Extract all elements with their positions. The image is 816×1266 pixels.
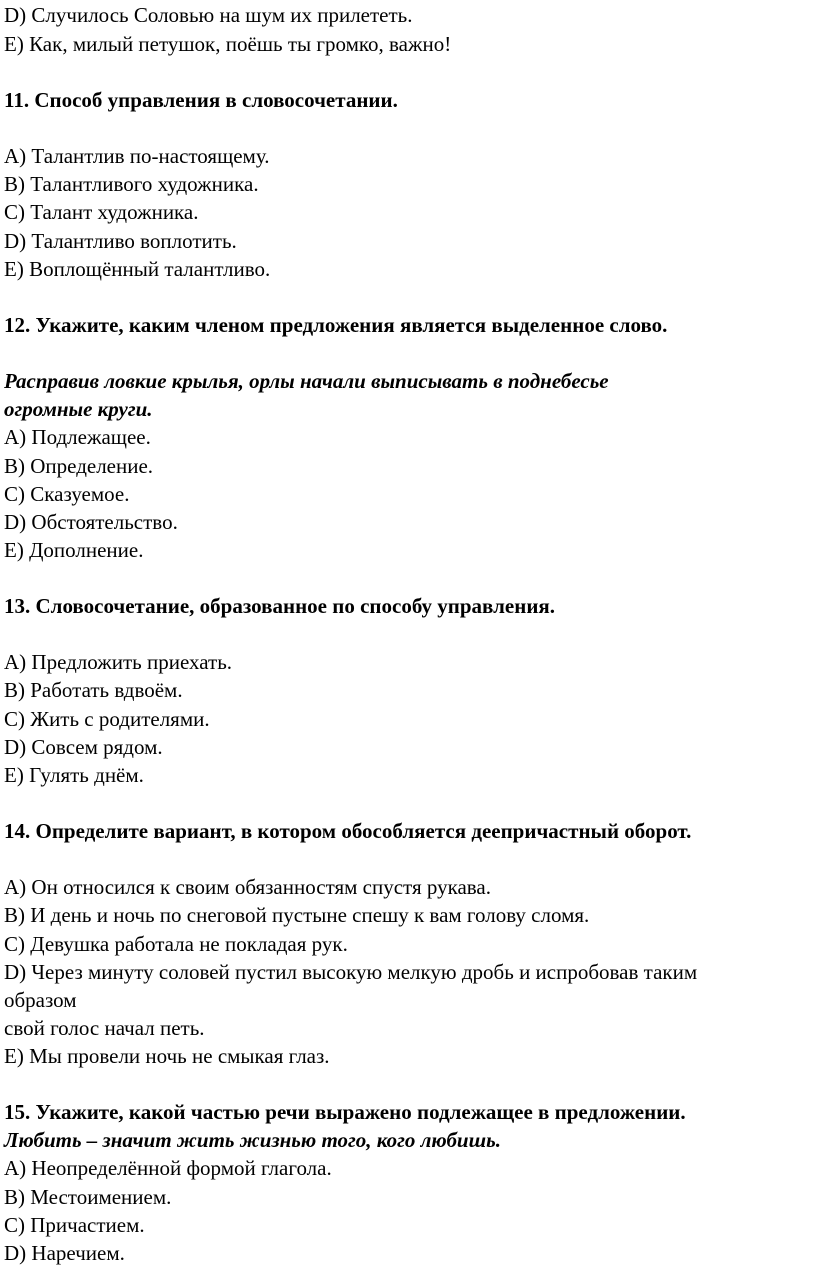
q15-option-a: A) Неопределённой формой глагола. bbox=[4, 1156, 332, 1180]
q15-title: 15. Укажите, какой частью речи выражено подлежащее в предложении. bbox=[4, 1100, 686, 1124]
q14-option-c: C) Девушка работала не покладая рук. bbox=[4, 932, 348, 956]
q14-option-d-continued: образом bbox=[4, 988, 77, 1012]
q11-option-c: C) Талант художника. bbox=[4, 200, 199, 224]
q15-sentence: Любить – значит жить жизнью того, кого любишь. bbox=[4, 1128, 501, 1152]
q14-option-d-continued-2: свой голос начал петь. bbox=[4, 1016, 205, 1040]
q11-option-b: B) Талантливого художника. bbox=[4, 172, 259, 196]
q14-option-d: D) Через минуту соловей пустил высокую мелкую дробь и испробовав таким bbox=[4, 960, 698, 984]
q11-title: 11. Способ управления в словосочетании. bbox=[4, 88, 398, 112]
q13-option-b: B) Работать вдвоём. bbox=[4, 678, 183, 702]
q12-option-c: C) Сказуемое. bbox=[4, 482, 130, 506]
q10-option-d: D) Случилось Соловью на шум их прилететь. bbox=[4, 3, 413, 27]
q14-title: 14. Определите вариант, в котором обособляется деепричастный оборот. bbox=[4, 819, 692, 843]
q11-option-d: D) Талантливо воплотить. bbox=[4, 229, 237, 253]
q13-option-c: C) Жить с родителями. bbox=[4, 707, 210, 731]
q12-sentence-line2: огромные круги. bbox=[4, 397, 153, 421]
q11-option-e: E) Воплощённый талантливо. bbox=[4, 257, 271, 281]
q13-title: 13. Словосочетание, образованное по способу управления. bbox=[4, 594, 556, 618]
q11-option-a: A) Талантлив по-настоящему. bbox=[4, 144, 270, 168]
q14-option-a: A) Он относился к своим обязанностям спустя рукава. bbox=[4, 875, 491, 899]
q12-option-b: B) Определение. bbox=[4, 454, 154, 478]
q12-option-e: E) Дополнение. bbox=[4, 538, 144, 562]
q13-option-d: D) Совсем рядом. bbox=[4, 735, 163, 759]
q14-option-e: E) Мы провели ночь не смыкая глаз. bbox=[4, 1044, 330, 1068]
q12-sentence-line1: Расправив ловкие крылья, орлы начали выписывать в поднебесье bbox=[4, 369, 609, 393]
q15-option-b: B) Местоимением. bbox=[4, 1185, 172, 1209]
q13-option-e: E) Гулять днём. bbox=[4, 763, 144, 787]
q15-option-c: C) Причастием. bbox=[4, 1213, 145, 1237]
q12-option-a: A) Подлежащее. bbox=[4, 425, 151, 449]
q15-option-d: D) Наречием. bbox=[4, 1241, 125, 1265]
q14-option-b: B) И день и ночь по снеговой пустыне спешу к вам голову сломя. bbox=[4, 903, 590, 927]
q13-option-a: A) Предложить приехать. bbox=[4, 650, 233, 674]
q10-option-e: E) Как, милый петушок, поёшь ты громко, важно! bbox=[4, 32, 452, 56]
q12-title: 12. Укажите, каким членом предложения является выделенное слово. bbox=[4, 313, 668, 337]
q12-option-d: D) Обстоятельство. bbox=[4, 510, 178, 534]
